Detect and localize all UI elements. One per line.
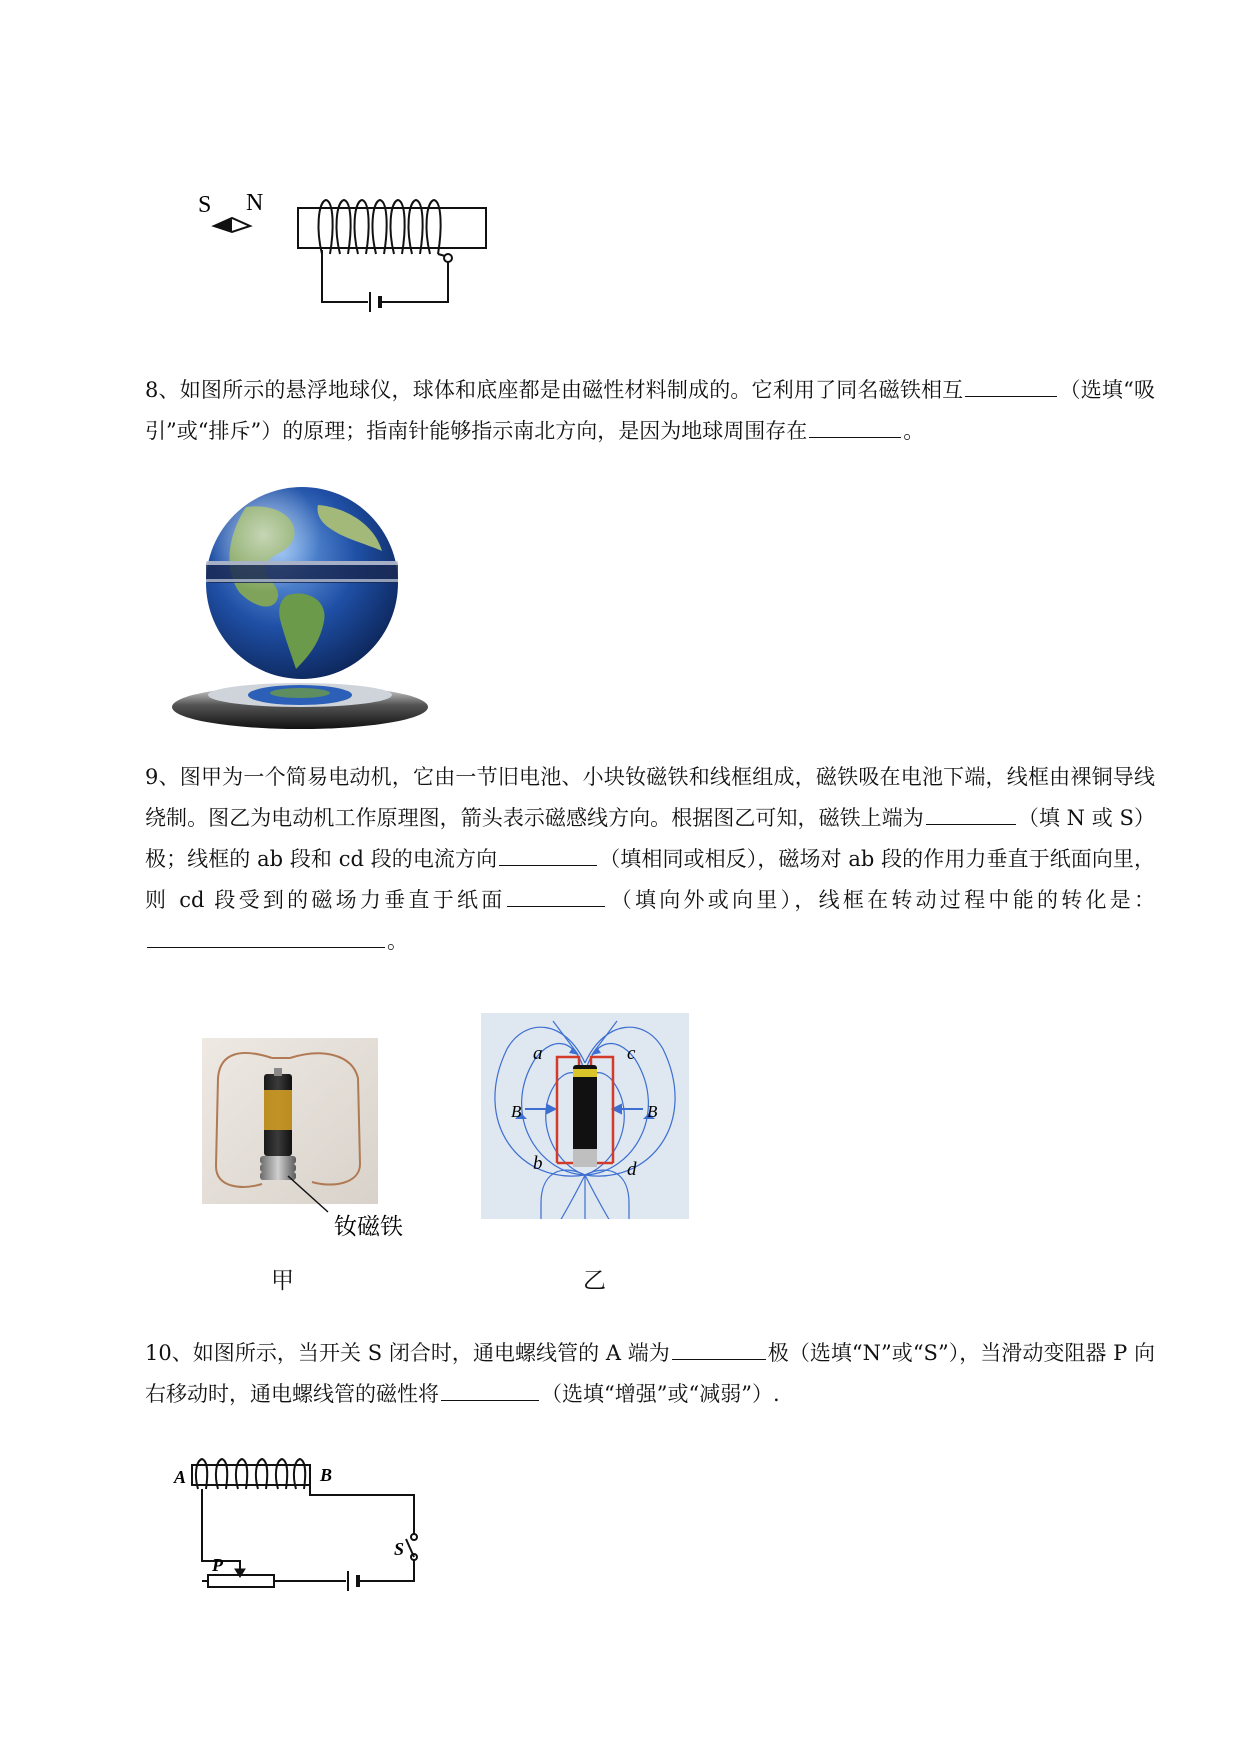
label-b-field-right: B	[647, 1102, 658, 1121]
switch-s-icon[interactable]	[406, 1534, 417, 1560]
question-10	[145, 1333, 1155, 1415]
q9-blank-1[interactable]	[926, 799, 1016, 825]
label-b: b	[533, 1153, 543, 1174]
q8-blank-1[interactable]	[965, 371, 1057, 397]
label-S: S	[394, 1539, 405, 1559]
label-P: P	[212, 1555, 223, 1575]
q9-text-3: （填相同或相反），磁场对 ab 段的作用力垂直于纸面向里，则 cd 段受到的磁场力垂直于纸面	[145, 847, 1156, 912]
label-b-field-left: B	[511, 1102, 522, 1121]
motor-principle-diagram-yi	[481, 1013, 689, 1219]
battery-icon-2	[348, 1571, 358, 1591]
label-A: A	[174, 1467, 187, 1487]
q9-text-2: （填 N 或 S）极；线框的 ab 段和 cd 段的电流方向	[145, 806, 1155, 871]
q10-text-2: 极（选填“N”或“S”），当滑动变阻器 P 向右移动时，通电螺线管的磁性将	[145, 1341, 1155, 1406]
battery-photo-icon	[264, 1068, 292, 1156]
q9-blank-2[interactable]	[499, 840, 597, 866]
q8-text-3: 。	[903, 419, 925, 443]
label-a: a	[533, 1043, 543, 1064]
q10-blank-1[interactable]	[672, 1334, 766, 1360]
q10-text-1: 10、如图所示，当开关 S 闭合时，通电螺线管的 A 端为	[145, 1341, 670, 1365]
levitating-globe-image	[168, 485, 432, 731]
compass-needle-icon	[214, 218, 250, 232]
caption-jia: 甲	[271, 1268, 294, 1294]
compass-n-label: N	[246, 190, 264, 216]
question-8	[145, 370, 1155, 452]
solenoid-rheostat-circuit	[172, 1453, 428, 1593]
q9-text-4: （填向外或向里），线框在转动过程中能的转化是：	[607, 888, 1155, 912]
q10-blank-2[interactable]	[441, 1375, 539, 1401]
q8-text-2: （选填“吸引”或“排斥”）的原理；指南针能够指示南北方向，是因为地球周围存在	[145, 378, 1155, 443]
q8-blank-2[interactable]	[809, 412, 901, 438]
circuit-wire-2	[202, 1475, 414, 1581]
circuit-wire	[322, 250, 452, 302]
q9-blank-4[interactable]	[147, 922, 385, 948]
label-c: c	[627, 1043, 636, 1064]
question-9	[145, 757, 1155, 962]
solenoid-core-2	[192, 1465, 310, 1485]
caption-yi: 乙	[583, 1268, 606, 1294]
magnet-stack-icon	[260, 1156, 296, 1180]
q10-text-3: （选填“增强”或“减弱”）.	[541, 1382, 780, 1406]
battery-icon	[370, 292, 380, 312]
rheostat-icon[interactable]	[208, 1575, 274, 1587]
q9-text-1: 9、图甲为一个简易电动机，它由一节旧电池、小块钕磁铁和线框组成，磁铁吸在电池下端，线框由裸铜导线绕制。图乙为电动机工作原理图，箭头表示磁感线方向。根据图乙可知，磁铁上端为	[145, 765, 1155, 830]
magnetic-base-icon	[172, 683, 428, 729]
globe-icon	[206, 487, 398, 679]
compass-s-label: S	[198, 192, 212, 218]
motor-photo-jia	[202, 1038, 422, 1248]
battery-diagram-icon	[573, 1065, 597, 1167]
q8-text-1: 8、如图所示的悬浮地球仪，球体和底座都是由磁性材料制成的。它利用了同名磁铁相互	[145, 378, 964, 402]
magnet-label: 钕磁铁	[334, 1214, 403, 1240]
q9-text-5: 。	[387, 929, 408, 953]
label-B: B	[320, 1465, 333, 1485]
label-d: d	[627, 1159, 637, 1180]
solenoid-compass-figure	[190, 190, 500, 320]
q9-blank-3[interactable]	[507, 881, 605, 907]
